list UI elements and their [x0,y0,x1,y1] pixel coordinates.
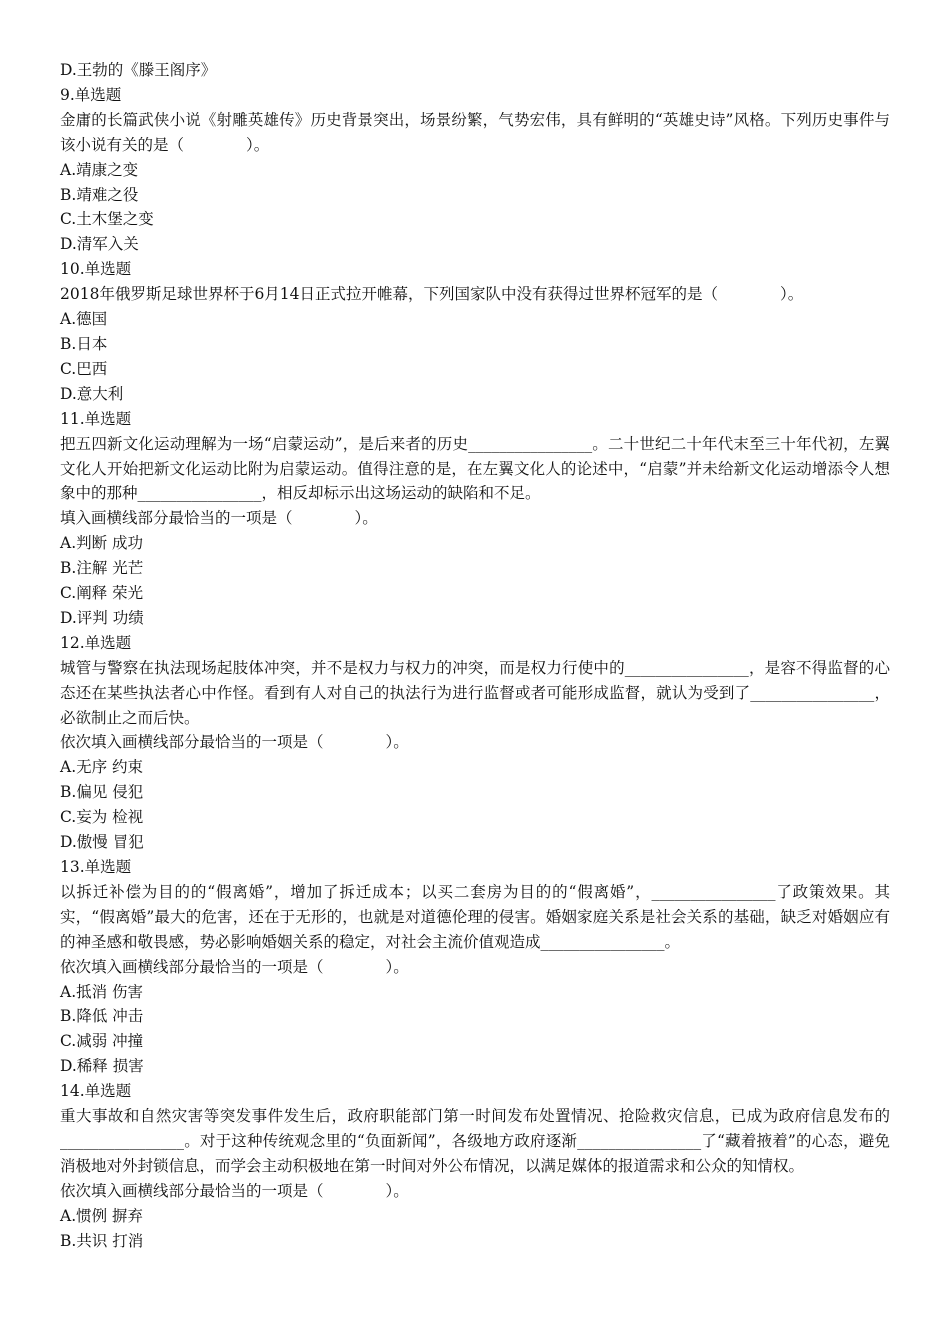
answer-option[interactable]: D.清军入关 [60,235,139,254]
answer-option[interactable]: C.阐释 荣光 [60,584,144,603]
question-header: 11.单选题 [60,409,132,428]
question-block [60,1079,890,1253]
answer-option[interactable]: D.意大利 [60,384,124,403]
answer-option[interactable]: A.无序 约束 [60,758,144,777]
question-prompt: 依次填入画横线部分最恰当的一项是（ ）。 [60,1181,409,1200]
answer-option[interactable]: D.傲慢 冒犯 [60,833,144,852]
question-header: 13.单选题 [60,858,132,876]
question-header: 14.单选题 [60,1082,132,1101]
answer-option[interactable]: B.注解 光芒 [60,559,144,578]
question-list [60,83,890,1254]
answer-option[interactable]: C.土木堡之变 [60,210,154,229]
question-block [60,257,890,406]
answer-option[interactable]: C.妄为 检视 [60,808,144,827]
answer-option[interactable]: B.偏见 侵犯 [60,783,144,802]
question-stem: 把五四新文化运动理解为一场“启蒙运动”，是后来者的历史________________。二十世纪二十年代末至三十年代初，左翼文化人开始把新文化运动比附为启蒙运动。值得注意的是，在左翼文化人的论述中，“启蒙”并未给新文化运动增添令人想象中的那种________________，相反却标示出这场运动的缺陷和不足。 [60,434,890,503]
question-block [60,855,890,1079]
answer-option[interactable]: B.降低 冲击 [60,1007,144,1026]
answer-option[interactable]: A.判断 成功 [60,534,144,553]
answer-option[interactable]: D.稀释 损害 [60,1057,144,1076]
question-stem: 金庸的长篇武侠小说《射雕英雄传》历史背景突出，场景纷繁，气势宏伟，具有鲜明的“英雄史诗”风格。下列历史事件与该小说有关的是（ ）。 [60,110,890,154]
answer-option[interactable]: C.减弱 冲撞 [60,1032,144,1051]
answer-option[interactable]: A.抵消 伤害 [60,982,144,1001]
answer-option[interactable]: C.巴西 [60,359,108,378]
question-block [60,407,890,631]
question-header: 10.单选题 [60,260,132,279]
answer-option[interactable]: A.德国 [60,310,108,329]
question-stem: 以拆迁补偿为目的的“假离婚”，增加了拆迁成本；以买二套房为目的的“假离婚”，________________了政策效果。其实，“假离婚”最大的危害，还在于无形的，也就是对道德伦理的侵害。婚姻家庭关系是社会关系的基础，缺乏对婚姻应有的神圣感和敬畏感，势必影响婚姻关系的稳定，对社会主流价值观造成________________。 [60,882,890,951]
question-block [60,631,890,855]
option-d-prev: D.王勃的《滕王阁序》 [60,61,217,79]
answer-option[interactable]: A.惯例 摒弃 [60,1206,144,1225]
question-prompt: 填入画横线部分最恰当的一项是（ ）。 [60,509,378,528]
answer-option[interactable]: B.日本 [60,334,108,353]
question-prompt: 依次填入画横线部分最恰当的一项是（ ）。 [60,957,409,976]
question-header: 12.单选题 [60,633,132,652]
question-block [60,83,890,257]
question-prompt: 依次填入画横线部分最恰当的一项是（ ）。 [60,733,409,752]
question-header: 9.单选题 [60,85,122,104]
answer-option[interactable]: A.靖康之变 [60,160,139,179]
question-stem: 城管与警察在执法现场起肢体冲突，并不是权力与权力的冲突，而是权力行使中的________________，是容不得监督的心态还在某些执法者心中作怪。看到有人对自己的执法行为进行监督或者可能形成监督，就认为受到了________________，必欲制止之而后快。 [60,658,890,727]
question-stem: 2018年俄罗斯足球世界杯于6月14日正式拉开帷幕，下列国家队中没有获得过世界杯冠军的是（ ）。 [60,285,804,304]
answer-option[interactable]: B.共识 打消 [60,1231,144,1250]
question-stem: 重大事故和自然灾害等突发事件发生后，政府职能部门第一时间发布处置情况、抢险救灾信息，已成为政府信息发布的________________。对于这种传统观念里的“负面新闻”，各级地方政府逐渐________________了“藏着掖着”的心态，避免消极地对外封锁信息，而学会主动积极地在第一时间对外公布情况，以满足媒体的报道需求和公众的知情权。 [60,1107,890,1175]
answer-option[interactable]: B.靖难之役 [60,185,139,204]
answer-option[interactable]: D.评判 功绩 [60,608,144,627]
